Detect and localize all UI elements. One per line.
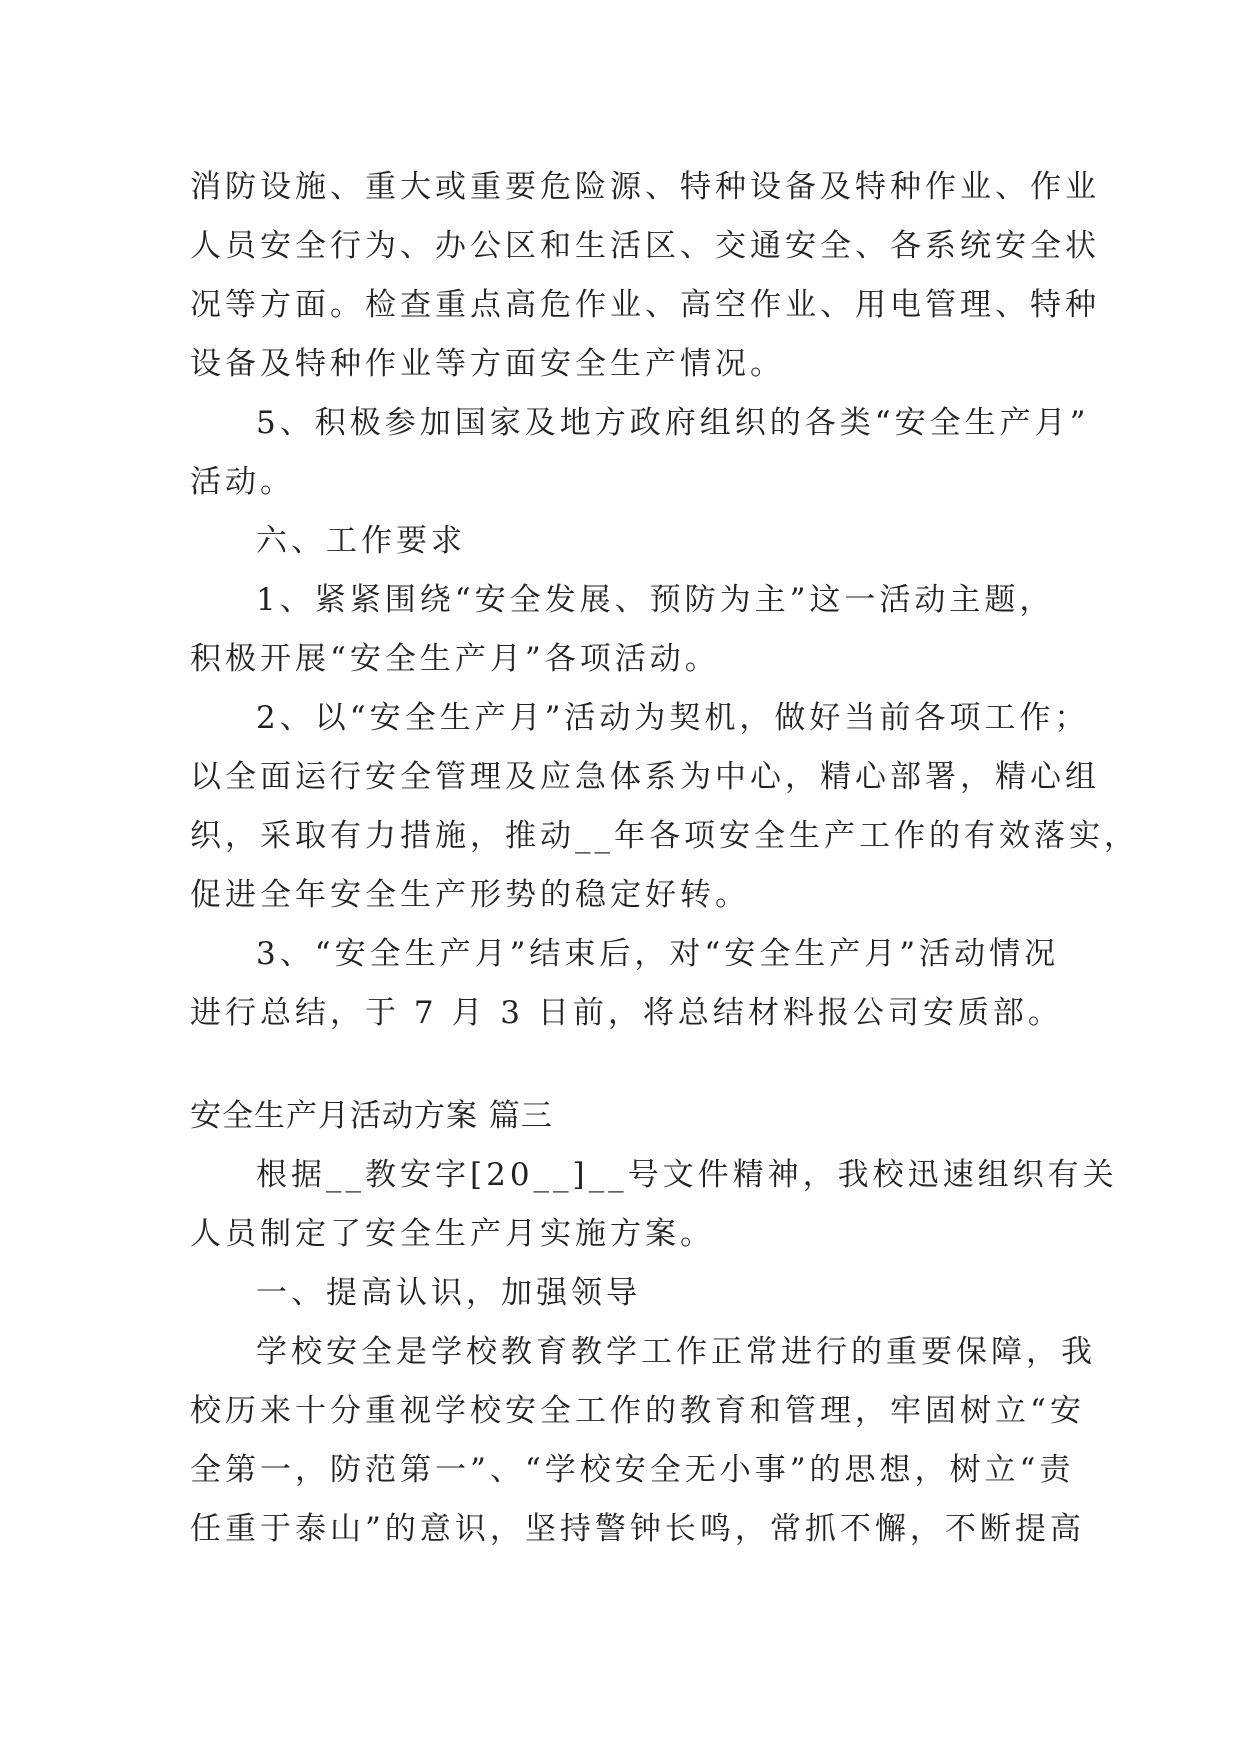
document-body	[190, 158, 1139, 1559]
text-line: 人员安全行为、办公区和生活区、交通安全、各系统安全状	[190, 228, 1100, 264]
requirement-2-line: 织，采取有力措施，推动__年各项安全生产工作的有效落实，	[190, 818, 1139, 854]
requirement-2-line: 2、以“安全生产月”活动为契机，做好当前各项工作；	[256, 700, 1090, 736]
part-3-paragraph-line: 学校安全是学校教育教学工作正常进行的重要保障，我	[256, 1334, 1096, 1370]
part-3-title: 安全生产月活动方案 篇三	[190, 1098, 553, 1134]
part-3-paragraph-line: 全第一，防范第一”、“学校安全无小事”的思想，树立“责	[190, 1452, 1075, 1488]
text-line: 消防设施、重大或重要危险源、特种设备及特种作业、作业	[190, 169, 1100, 205]
part-3-paragraph-line: 校历来十分重视学校安全工作的教育和管理，牢固树立“安	[190, 1393, 1085, 1429]
part-3-intro-line: 人员制定了安全生产月实施方案。	[190, 1216, 715, 1252]
requirement-1-line: 1、紧紧围绕“安全发展、预防为主”这一活动主题，	[256, 582, 1055, 618]
part-3-paragraph-line: 任重于泰山”的意识，坚持警钟长鸣，常抓不懈，不断提高	[190, 1511, 1085, 1547]
section-heading-6: 六、工作要求	[256, 523, 466, 559]
part-3-heading-1: 一、提高认识，加强领导	[256, 1275, 641, 1311]
requirement-3-line: 3、“安全生产月”结束后，对“安全生产月”活动情况	[256, 936, 1060, 972]
item-5-line: 5、积极参加国家及地方政府组织的各类“安全生产月”	[256, 405, 1090, 441]
requirement-3-line: 进行总结，于 7 月 3 日前，将总结材料报公司安质部。	[190, 995, 1063, 1031]
requirement-2-line: 以全面运行安全管理及应急体系为中心，精心部署，精心组	[190, 759, 1100, 795]
text-line: 况等方面。检查重点高危作业、高空作业、用电管理、特种	[190, 287, 1100, 323]
requirement-1-line: 积极开展“安全生产月”各项活动。	[190, 641, 720, 677]
part-3-intro-line: 根据__教安字[20__]__号文件精神，我校迅速组织有关	[256, 1157, 1118, 1193]
item-5-line: 活动。	[190, 464, 295, 500]
requirement-2-line: 促进全年安全生产形势的稳定好转。	[190, 877, 750, 913]
text-line: 设备及特种作业等方面安全生产情况。	[190, 346, 785, 382]
section-spacer	[190, 1043, 1060, 1087]
